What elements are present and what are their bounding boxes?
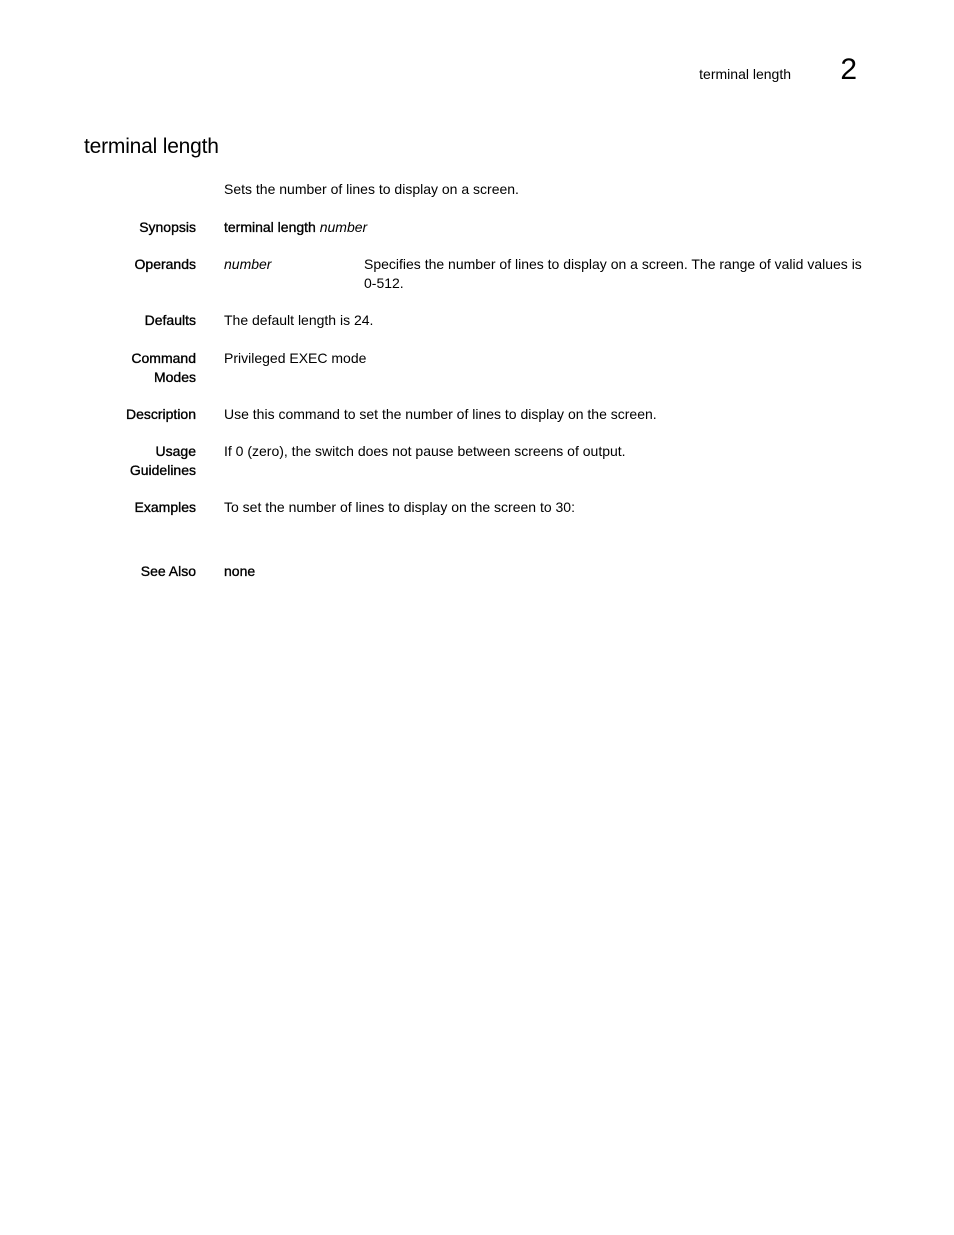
defaults-text: The default length is 24. bbox=[224, 312, 374, 328]
chapter-number: 2 bbox=[840, 53, 857, 86]
synopsis-argument: number bbox=[319, 219, 368, 235]
usage-guidelines-label-line2: Guidelines bbox=[129, 462, 196, 478]
usage-guidelines-label-line1: Usage bbox=[155, 443, 196, 459]
operand-name: number bbox=[224, 256, 272, 272]
synopsis-command: terminal length bbox=[224, 219, 316, 235]
description-label: Description bbox=[125, 406, 196, 422]
command-modes-label-line2: Modes bbox=[153, 369, 196, 385]
synopsis-content bbox=[224, 218, 874, 237]
see-also-label: See Also bbox=[140, 563, 196, 579]
running-header-title: terminal length bbox=[699, 66, 791, 82]
synopsis-label: Synopsis bbox=[139, 219, 196, 235]
usage-guidelines-text: If 0 (zero), the switch does not pause between screens of output. bbox=[224, 443, 626, 459]
operand-description: Specifies the number of lines to display on a screen. The range of valid values is 0-512. bbox=[364, 256, 862, 291]
page-title: terminal length bbox=[84, 135, 219, 158]
examples-text: To set the number of lines to display on the screen to 30: bbox=[224, 499, 575, 515]
operands-label: Operands bbox=[134, 256, 196, 272]
summary-text: Sets the number of lines to display on a screen. bbox=[224, 181, 519, 197]
command-modes-text: Privileged EXEC mode bbox=[224, 350, 367, 366]
examples-label: Examples bbox=[134, 499, 196, 515]
description-text: Use this command to set the number of lines to display on the screen. bbox=[224, 406, 657, 422]
defaults-label: Defaults bbox=[144, 312, 196, 328]
see-also-text: none bbox=[224, 563, 256, 579]
command-modes-label-line1: Command bbox=[131, 350, 196, 366]
usage-guidelines-label bbox=[76, 442, 196, 480]
command-modes-label bbox=[76, 349, 196, 387]
